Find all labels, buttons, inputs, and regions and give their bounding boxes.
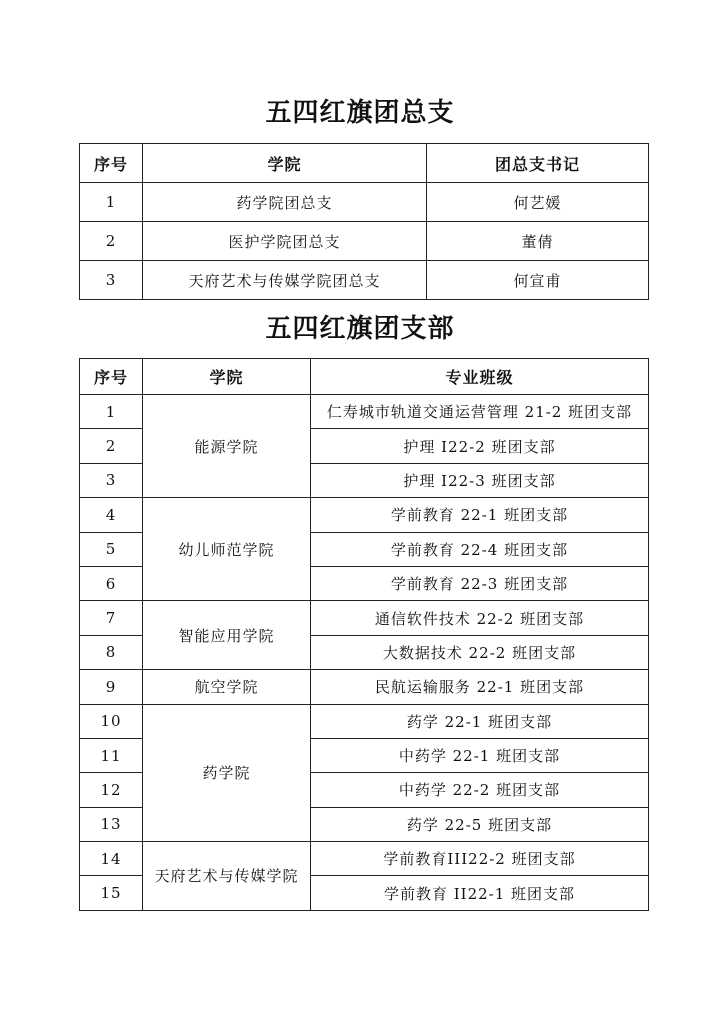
header-no: 序号 xyxy=(80,144,143,183)
cell-college: 天府艺术与传媒学院 xyxy=(143,842,311,911)
cell-class: 大数据技术 22-2 班团支部 xyxy=(311,635,649,669)
table-row xyxy=(80,222,649,261)
cell-class: 药学 22-5 班团支部 xyxy=(311,807,649,841)
cell-no: 2 xyxy=(80,429,143,463)
cell-college: 航空学院 xyxy=(143,670,311,704)
cell-college: 天府艺术与传媒学院团总支 xyxy=(143,261,427,300)
branch-committee-table xyxy=(79,143,649,300)
cell-no: 14 xyxy=(80,842,143,876)
cell-class: 学前教育 II22-1 班团支部 xyxy=(311,876,649,910)
cell-no: 1 xyxy=(80,395,143,429)
cell-no: 12 xyxy=(80,773,143,807)
cell-class: 学前教育 22-3 班团支部 xyxy=(311,566,649,600)
cell-no: 13 xyxy=(80,807,143,841)
cell-class: 仁寿城市轨道交通运营管理 21-2 班团支部 xyxy=(311,395,649,429)
cell-class: 中药学 22-2 班团支部 xyxy=(311,773,649,807)
cell-class: 中药学 22-1 班团支部 xyxy=(311,738,649,772)
cell-college: 智能应用学院 xyxy=(143,601,311,670)
cell-secretary: 何宣甫 xyxy=(427,261,649,300)
cell-college: 能源学院 xyxy=(143,395,311,498)
cell-college: 药学院团总支 xyxy=(143,183,427,222)
cell-no: 4 xyxy=(80,498,143,532)
cell-secretary: 何艺媛 xyxy=(427,183,649,222)
cell-college: 幼儿师范学院 xyxy=(143,498,311,601)
table-header-row xyxy=(80,144,649,183)
cell-no: 8 xyxy=(80,635,143,669)
cell-no: 6 xyxy=(80,566,143,600)
table-row xyxy=(80,842,649,876)
cell-no: 15 xyxy=(80,876,143,910)
header-secretary: 团总支书记 xyxy=(427,144,649,183)
table-row xyxy=(80,395,649,429)
cell-class: 药学 22-1 班团支部 xyxy=(311,704,649,738)
section1-title: 五四红旗团总支 xyxy=(265,98,455,128)
table-row xyxy=(80,261,649,300)
cell-no: 3 xyxy=(80,463,143,497)
cell-no: 9 xyxy=(80,670,143,704)
cell-no: 1 xyxy=(80,183,143,222)
table-row xyxy=(80,601,649,635)
table-header-row xyxy=(80,359,649,395)
cell-class: 学前教育III22-2 班团支部 xyxy=(311,842,649,876)
cell-no: 2 xyxy=(80,222,143,261)
cell-class: 通信软件技术 22-2 班团支部 xyxy=(311,601,649,635)
cell-class: 学前教育 22-1 班团支部 xyxy=(311,498,649,532)
cell-college: 医护学院团总支 xyxy=(143,222,427,261)
cell-secretary: 董倩 xyxy=(427,222,649,261)
cell-class: 护理 I22-2 班团支部 xyxy=(311,429,649,463)
cell-class: 学前教育 22-4 班团支部 xyxy=(311,532,649,566)
section2-title: 五四红旗团支部 xyxy=(265,314,455,344)
cell-no: 3 xyxy=(80,261,143,300)
branch-table xyxy=(79,358,649,911)
cell-no: 11 xyxy=(80,738,143,772)
header-no: 序号 xyxy=(80,359,143,395)
cell-no: 5 xyxy=(80,532,143,566)
header-class: 专业班级 xyxy=(311,359,649,395)
cell-college: 药学院 xyxy=(143,704,311,842)
table-row xyxy=(80,498,649,532)
cell-class: 护理 I22-3 班团支部 xyxy=(311,463,649,497)
table-row xyxy=(80,183,649,222)
cell-class: 民航运输服务 22-1 班团支部 xyxy=(311,670,649,704)
header-college: 学院 xyxy=(143,144,427,183)
table-row xyxy=(80,670,649,704)
table-row xyxy=(80,704,649,738)
cell-no: 10 xyxy=(80,704,143,738)
cell-no: 7 xyxy=(80,601,143,635)
header-college: 学院 xyxy=(143,359,311,395)
